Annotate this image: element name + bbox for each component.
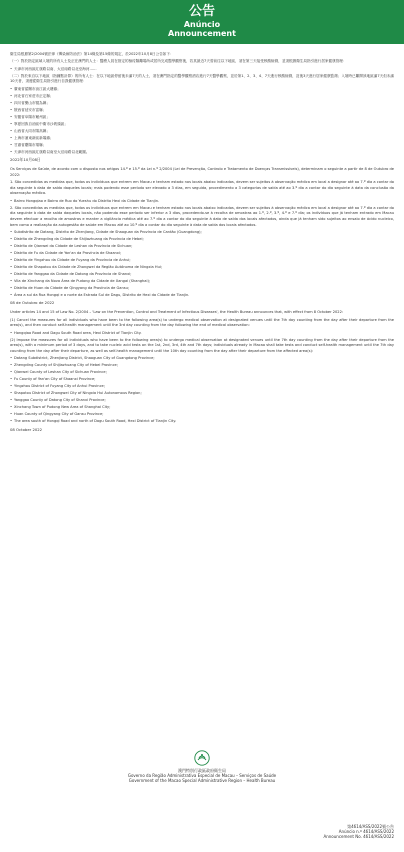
en-list-item: • Fu County of Yan'an City of Shaanxi Province; — [10, 377, 394, 383]
issuing-department — [0, 768, 404, 783]
en-date: 08 October 2022 — [10, 426, 43, 432]
zh-list-item: • 寧夏回族自治區中衛市沙坡頭區； — [10, 122, 394, 128]
dept-en: Government of the Macao Special Administrative Region – Health Bureau — [128, 778, 276, 783]
zh-list-item: • 廣東省韶關市湞江區大塘鎮； — [10, 87, 394, 93]
en-list-item: • Datang Subdistrict, Zhenjiang District, Shaoguan City of Guangdong Province; — [10, 356, 394, 362]
en-list-item: • Qianwei County of Leshan City of Sichuan Province; — [10, 370, 394, 376]
zh-list-item: • 陝西省延安市富縣； — [10, 108, 394, 114]
zh-list-item: • 山西省大同市陽高縣； — [10, 129, 394, 135]
pt-date: 08 de Outubro de 2022 — [10, 300, 55, 306]
en-item-1: • Hongqiao Road and Dagu South Road area, Hexi District of Tianjin City. — [10, 331, 394, 337]
zh-list-item: • 四川省樂山市犍為縣； — [10, 101, 394, 107]
announcement-body — [0, 44, 404, 433]
pt-list-item: • Distrito de Shapotou da Cidade de Zhongwei da Região Autónoma de Ningxia Hui; — [10, 265, 394, 271]
en-list-item: • Yanggao County of Datong City of Shanxi Province; — [10, 398, 394, 404]
pt-list-item: • Distrito de Fu da Cidade de Yan'an da Província de Shaanxi; — [10, 251, 394, 257]
en-para-1: (1) Cancel the measures for all individuals who have been to the following area(s) to undergo medical observation at designated venues until the 7th day counting from the day after their departure from the area(s), and then conduct self-health management until the 3rd day counting from the day following the end of medical observation: — [10, 317, 394, 328]
ref-pt: Anúncio n.º 4614/ASS/2022 — [338, 829, 394, 834]
pt-item-1: • Bairro Hongqiao e Bairro de Ruo do Yueshu do Distrito Hexi da Cidade de Tianjin. — [10, 199, 394, 205]
announcement-header — [0, 0, 404, 44]
zh-para-1: （一）對於指定區域入境的所有人士及正在澳門的人士：醫療人員在指定的檢疫隔離場所或居所完成醫學觀察後，若其最近7天曾前往以下地區，須在第三天接受核酸檢測，並須根據衛生局指引進行居家健康管理： — [10, 59, 347, 64]
pt-list-item: • Distrito de Yingzhou da Cidade de Fuyang da Província de Anhui; — [10, 258, 394, 264]
zh-list-item: • 天津市河西區紅旗路以南至大沽南路以北範圍。 — [10, 150, 394, 156]
zh-item-1: • 天津市河西區紅旗路以南、大沽南路以北至海河…… — [10, 67, 394, 73]
dept-pt: Governo da Região Administrativa Especial de Macau – Serviços de Saúde — [127, 773, 277, 778]
pt-list-item: • Distrito de Yanggao da Cidade de Datong da Província de Shanxi; — [10, 272, 394, 278]
pt-list-item: • Área a sul da Rua Hongqi e a norte da Estrada Sul de Dagu, Distrito de Hexi da Cidade de Tianjin. — [10, 293, 394, 299]
title-pt: Anúncio — [183, 20, 221, 29]
pt-list-item: • Subdistrito de Datang, Distrito de Zhenjiang, Cidade de Shaoguan da Província de Cantão (Guangdong); — [10, 230, 394, 236]
title-zh: 公告 — [188, 4, 215, 19]
pt-list-item: • Distrito de Huan da Cidade de Qingyang da Província de Gansu; — [10, 286, 394, 292]
en-list-item: • The area south of Hongqi Road and north of Dagu South Road, Hexi District of Tianjin City. — [10, 419, 394, 425]
dept-zh: 澳門特別行政區政府衛生局 — [178, 768, 226, 773]
zh-intro: 衛生局根據第2/2004號法律《傳染病防治法》第14條及第15條的規定，於2022年10月8日公告如下： — [10, 52, 174, 56]
zh-list-item: • 上海市浦東新區新場鎮； — [10, 136, 394, 142]
pt-list-item: • Distrito de Zhengding da Cidade de Shijiazhuang da Província de Hebei; — [10, 237, 394, 243]
zh-list-item: • 安徽省阜陽市潁州區； — [10, 115, 394, 121]
ref-en: Announcement No. 4614/ASS/2022 — [323, 834, 394, 839]
en-list-item: • Shapotou District of Zhongwei City of Ningxia Hui Autonomous Region; — [10, 391, 394, 397]
en-list-item: • Zhengding County of Shijiazhuang City of Hebei Province; — [10, 363, 394, 369]
announcement-reference — [324, 824, 395, 839]
en-list-item: • Huan County of Qingyang City of Gansu Province; — [10, 412, 394, 418]
announcement-footer — [0, 750, 404, 852]
zh-list-item: • 河北省石家莊市正定縣； — [10, 94, 394, 100]
pt-list-item: • Distrito de Qianwei da Cidade de Leshan da Província de Sichuan; — [10, 244, 394, 250]
en-list-item: • Xinchang Town of Pudong New Area of Shanghai City; — [10, 405, 394, 411]
government-emblem-icon — [194, 750, 210, 766]
pt-list-item: • Vila de Xinchang da Nova Área de Pudong da Cidade de Xangai (Shanghai); — [10, 279, 394, 285]
pt-intro: Os Serviços de Saúde, de acordo com o disposto nos artigos 14.º e 15.º da Lei n.º 2/2004 (Lei de Prevenção, Controlo e Tratamento de Doenças Transmissíveis), determinam o seguinte a partir de 8 de Outubro de 2022: — [10, 167, 394, 177]
zh-list-item: • 甘肅省慶陽市環縣； — [10, 143, 394, 149]
title-en: Announcement — [168, 29, 236, 38]
en-intro: Under articles 14 and 15 of Law No. 2/2004 – 'Law on the Prevention, Control and Treatment of Infectious Diseases', the Health Bureau announces that, with effect from 8 October 2022: — [10, 310, 344, 315]
zh-para-2: （二）對於來自以下地區（指鐘點計算）的所有人士：在以下地區停留後未滿7天的人士，須在澳門指定的醫學觀察酒店進行7天醫學觀察，並於第1、2、3、4、7天進行核酸檢測，及後3天進行居家健康監測；入境時已離開該地區滿7天但未滿10天者，須遵從衛生局指引進行自我健康管理： — [10, 73, 394, 84]
en-list-item: • Yingzhou District of Fuyang City of Anhui Province; — [10, 384, 394, 390]
zh-date: 2022年10月08日 — [10, 157, 41, 163]
en-para-2: (2) Impose the measures for all individuals who have been to the following area(s) to undergo medical observation at designated venues until the 7th day counting from the day after their departure from the area(s), with a minimum period of 3 days, and to take nucleic acid tests on the 1st, 2nd, 3rd, 4th and 7th days; individuals already in Macao shall take tests and conduct self-health management until the 7th day counting from the day after their departure, as well as self-health management until the 10th day counting from the day after their departure from the affected area(s): — [10, 337, 394, 353]
pt-para-1: 1. São concedidos as medidas que, todos os indivíduos que entrem em Macau e tenham estado nos locais abaixo indicados, devem ser sujeitos à observação médica em local a designar até ao 7.º dia a contar do dia seguinte à data de saída daqueles locais; mais podendo esse período ser elevado a 3 dias, em seguida, procedimento a 3 categorias de saída até ao 3.º dia a contar do dia seguinte à data da conclusão da observação médica. — [10, 180, 394, 196]
pt-para-2: 2. São concedidas as medidas que, todos os indivíduos que entrem em Macau e tenham estado nos locais abaixo indicados, devem ser sujeitos à observação médica em local a designar até ao 7.º dia a contar do dia seguinte à data de saída daqueles locais, não podendo esse período ser inferior a 3 dias, procedendo-se à recolha de amostras ao 1.º, 2.º, 3.º, 4.º e 7.º dia; os indivíduos que já tenham entrado em Macau devem efectuar a recolha de amostras e manter a vigilância médica até ao 7.º dia a contar do dia seguinte à data de saída dos locais afectados, ainda que já tenham sido sujeitos ao ensaio de ácido nucleico, bem como a realização da autogestão de saúde em Macau até ao 10.º dia a contar do dia seguinte à data de saída dos locais afectados. — [10, 205, 394, 227]
ref-zh: 第4614/ASS/2022號公告 — [347, 824, 394, 829]
